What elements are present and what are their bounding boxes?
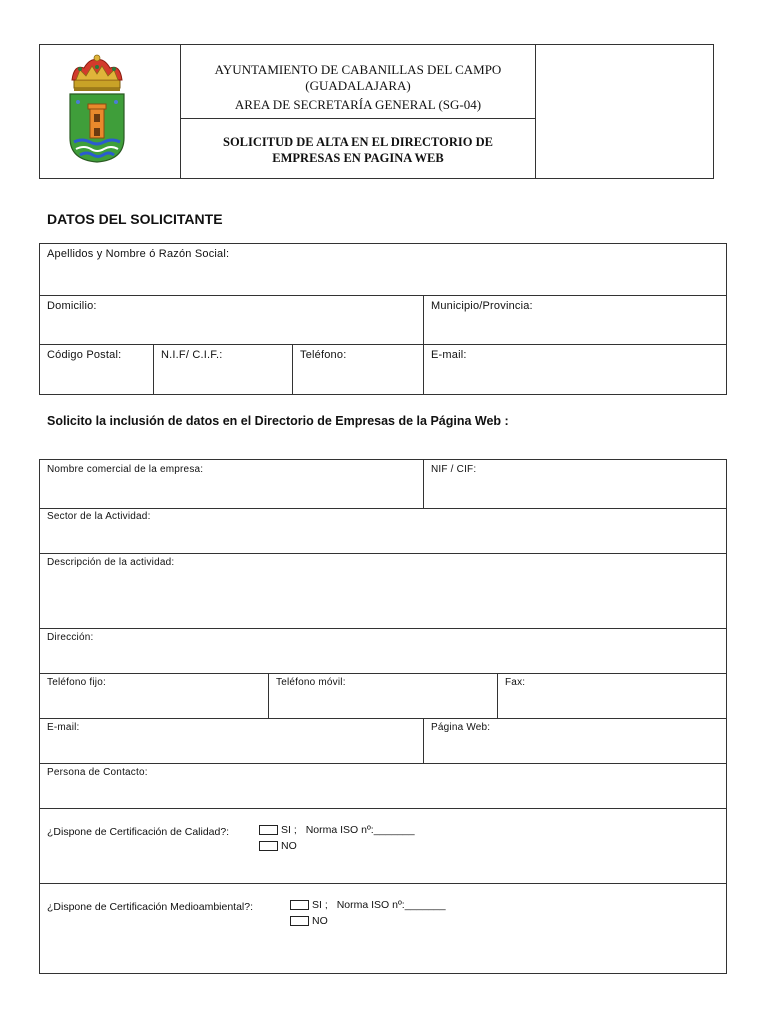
org-name-line2: (GUADALAJARA) [305, 78, 411, 93]
quality-yes-label: SI ; [281, 824, 297, 836]
company-name-field[interactable] [39, 459, 424, 509]
environmental-iso-label: Norma ISO nº:_______ [336, 899, 446, 911]
quality-certification-block [39, 808, 727, 884]
environmental-yes-checkbox[interactable] [290, 900, 309, 910]
request-section-title: Solicito la inclusión de datos en el Directorio de Empresas de la Página Web : [47, 414, 509, 428]
environmental-no-option[interactable] [290, 915, 328, 927]
applicant-phone-label: Teléfono: [300, 349, 347, 361]
quality-iso-label: Norma ISO nº:_______ [305, 824, 415, 836]
fax-field[interactable] [497, 673, 727, 719]
contact-person-field[interactable] [39, 763, 727, 809]
activity-sector-field[interactable] [39, 508, 727, 554]
applicant-email-label: E-mail: [431, 349, 467, 361]
applicant-phone-field[interactable] [292, 344, 424, 395]
website-label: Página Web: [431, 722, 491, 733]
company-email-field[interactable] [39, 718, 424, 764]
applicant-name-field[interactable] [39, 243, 727, 296]
applicant-email-field[interactable] [423, 344, 727, 395]
quality-yes-checkbox[interactable] [259, 825, 278, 835]
quality-yes-option[interactable] [259, 824, 415, 836]
company-nif-field[interactable] [423, 459, 727, 509]
environmental-yes-label: SI ; [312, 899, 328, 911]
activity-sector-label: Sector de la Actividad: [47, 511, 151, 522]
header-divider-middle [180, 118, 536, 119]
environmental-certification-block [39, 883, 727, 974]
quality-no-option[interactable] [259, 840, 297, 852]
applicant-name-label: Apellidos y Nombre ó Razón Social: [47, 248, 230, 260]
activity-description-label: Descripción de la actividad: [47, 557, 175, 568]
quality-certification-question: ¿Dispone de Certificación de Calidad?: [47, 826, 230, 838]
environmental-yes-option[interactable] [290, 899, 446, 911]
applicant-postal-code-field[interactable] [39, 344, 154, 395]
applicant-nif-label: N.I.F/ C.I.F.: [161, 349, 223, 361]
website-field[interactable] [423, 718, 727, 764]
fax-label: Fax: [505, 677, 526, 688]
applicant-address-field[interactable] [39, 295, 424, 345]
company-address-label: Dirección: [47, 632, 94, 643]
mobile-field[interactable] [268, 673, 498, 719]
company-email-label: E-mail: [47, 722, 80, 733]
quality-no-checkbox[interactable] [259, 841, 278, 851]
form-title-line1: SOLICITUD DE ALTA EN EL DIRECTORIO DE [223, 135, 493, 149]
applicant-nif-field[interactable] [153, 344, 293, 395]
landline-field[interactable] [39, 673, 269, 719]
company-address-field[interactable] [39, 628, 727, 674]
applicant-municipality-field[interactable] [423, 295, 727, 345]
contact-person-label: Persona de Contacto: [47, 767, 148, 778]
company-nif-label: NIF / CIF: [431, 464, 477, 475]
activity-description-field[interactable] [39, 553, 727, 629]
environmental-no-checkbox[interactable] [290, 916, 309, 926]
company-name-label: Nombre comercial de la empresa: [47, 464, 204, 475]
org-name-line1: AYUNTAMIENTO DE CABANILLAS DEL CAMPO [214, 62, 502, 77]
quality-no-label: NO [281, 840, 297, 852]
coat-of-arms-logo [62, 52, 132, 166]
environmental-no-label: NO [312, 915, 328, 927]
landline-label: Teléfono fijo: [47, 677, 106, 688]
mobile-label: Teléfono móvil: [276, 677, 346, 688]
environmental-certification-question: ¿Dispone de Certificación Medioambiental?: [47, 901, 254, 913]
applicant-municipality-label: Municipio/Provincia: [431, 300, 533, 312]
form-title-line2: EMPRESAS EN PAGINA WEB [272, 151, 444, 165]
applicant-address-label: Domicilio: [47, 300, 97, 312]
applicant-section-title: DATOS DEL SOLICITANTE [47, 211, 223, 227]
org-department: AREA DE SECRETARÍA GENERAL (SG-04) [234, 97, 482, 112]
applicant-postal-code-label: Código Postal: [47, 349, 122, 361]
